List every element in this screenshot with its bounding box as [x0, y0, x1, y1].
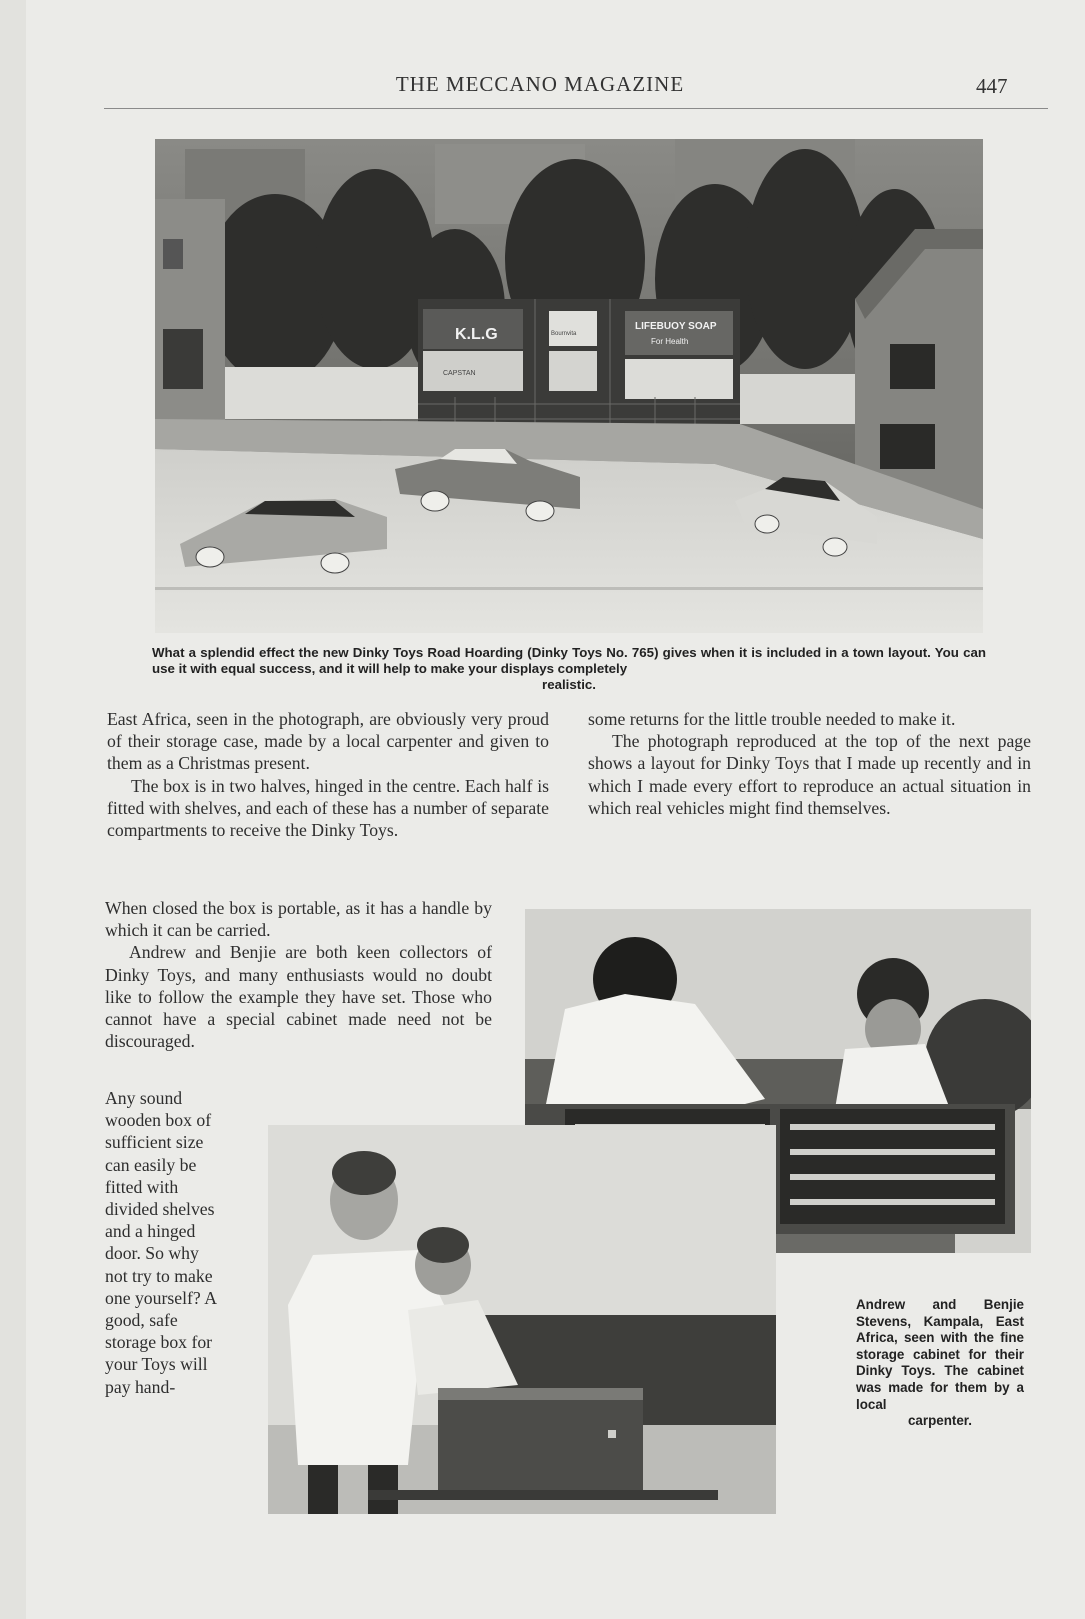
- page-number: 447: [976, 74, 1008, 98]
- billboard-bournvita-text: Bournvita: [551, 331, 577, 337]
- header-rule: [104, 108, 1048, 109]
- page-margin-shadow: [0, 0, 26, 1619]
- road-hoarding-photo: [155, 139, 983, 633]
- billboard-lifebuoy-text: LIFEBUOY SOAP: [635, 321, 717, 332]
- top-photo-caption: [152, 645, 986, 693]
- article-paragraph: East Africa, seen in the photograph, are obviously very proud of their storage case, made by a local carpenter and given to them as a Christmas present.: [107, 709, 549, 774]
- magazine-title: THE MECCANO MAGAZINE: [395, 72, 685, 96]
- article-left-column-middle: [105, 897, 492, 1052]
- article-paragraph: Any sound wooden box of sufficient size can easily be fitted with divided shelves and a hinged door. So why not try to make one yourself? A good, safe storage box for your Toys will pay hand-: [105, 1088, 217, 1397]
- article-paragraph: When closed the box is portable, as it has a handle by which it can be carried.: [105, 898, 492, 941]
- side-caption-main: Andrew and Benjie Stevens, Kampala, East Africa, seen with the fine storage cabinet for their Dinky Toys. The cabinet was made for them by a local: [856, 1297, 1024, 1412]
- article-paragraph: Andrew and Benjie are both keen collectors of Dinky Toys, and many enthusiasts would no doubt like to follow the example they have set. Those who cannot have a special cabinet made need not be discouraged.: [105, 942, 492, 1052]
- side-caption-last-line: carpenter.: [907, 1413, 972, 1429]
- billboard-klg-text: K.L.G: [455, 326, 498, 343]
- top-caption-main: What a splendid effect the new Dinky Toys Road Hoarding (Dinky Toys No. 765) gives when it is included in a town layout. You can use it with equal success, and it will help to make your displays completely: [152, 645, 986, 676]
- article-paragraph: The photograph reproduced at the top of the next page shows a layout for Dinky Toys that I made up recently and in which I made every effort to reproduce an actual situation in which real vehicles might find themselves.: [588, 731, 1031, 818]
- article-left-column-top: [107, 708, 549, 841]
- article-paragraph: The box is in two halves, hinged in the centre. Each half is fitted with shelves, and each of these has a number of separate compartments to receive the Dinky Toys.: [107, 775, 549, 841]
- billboard-capstan-text: CAPSTAN: [443, 370, 476, 377]
- cabinet-photo-caption: [856, 1297, 1024, 1430]
- top-caption-last-line: realistic.: [542, 677, 596, 692]
- article-paragraph: some returns for the little trouble needed to make it.: [588, 709, 956, 729]
- article-right-column: [588, 708, 1031, 819]
- article-left-column-narrow: [105, 1087, 225, 1398]
- billboard-health-text: For Health: [651, 337, 689, 346]
- closed-box-photo: [268, 1125, 776, 1514]
